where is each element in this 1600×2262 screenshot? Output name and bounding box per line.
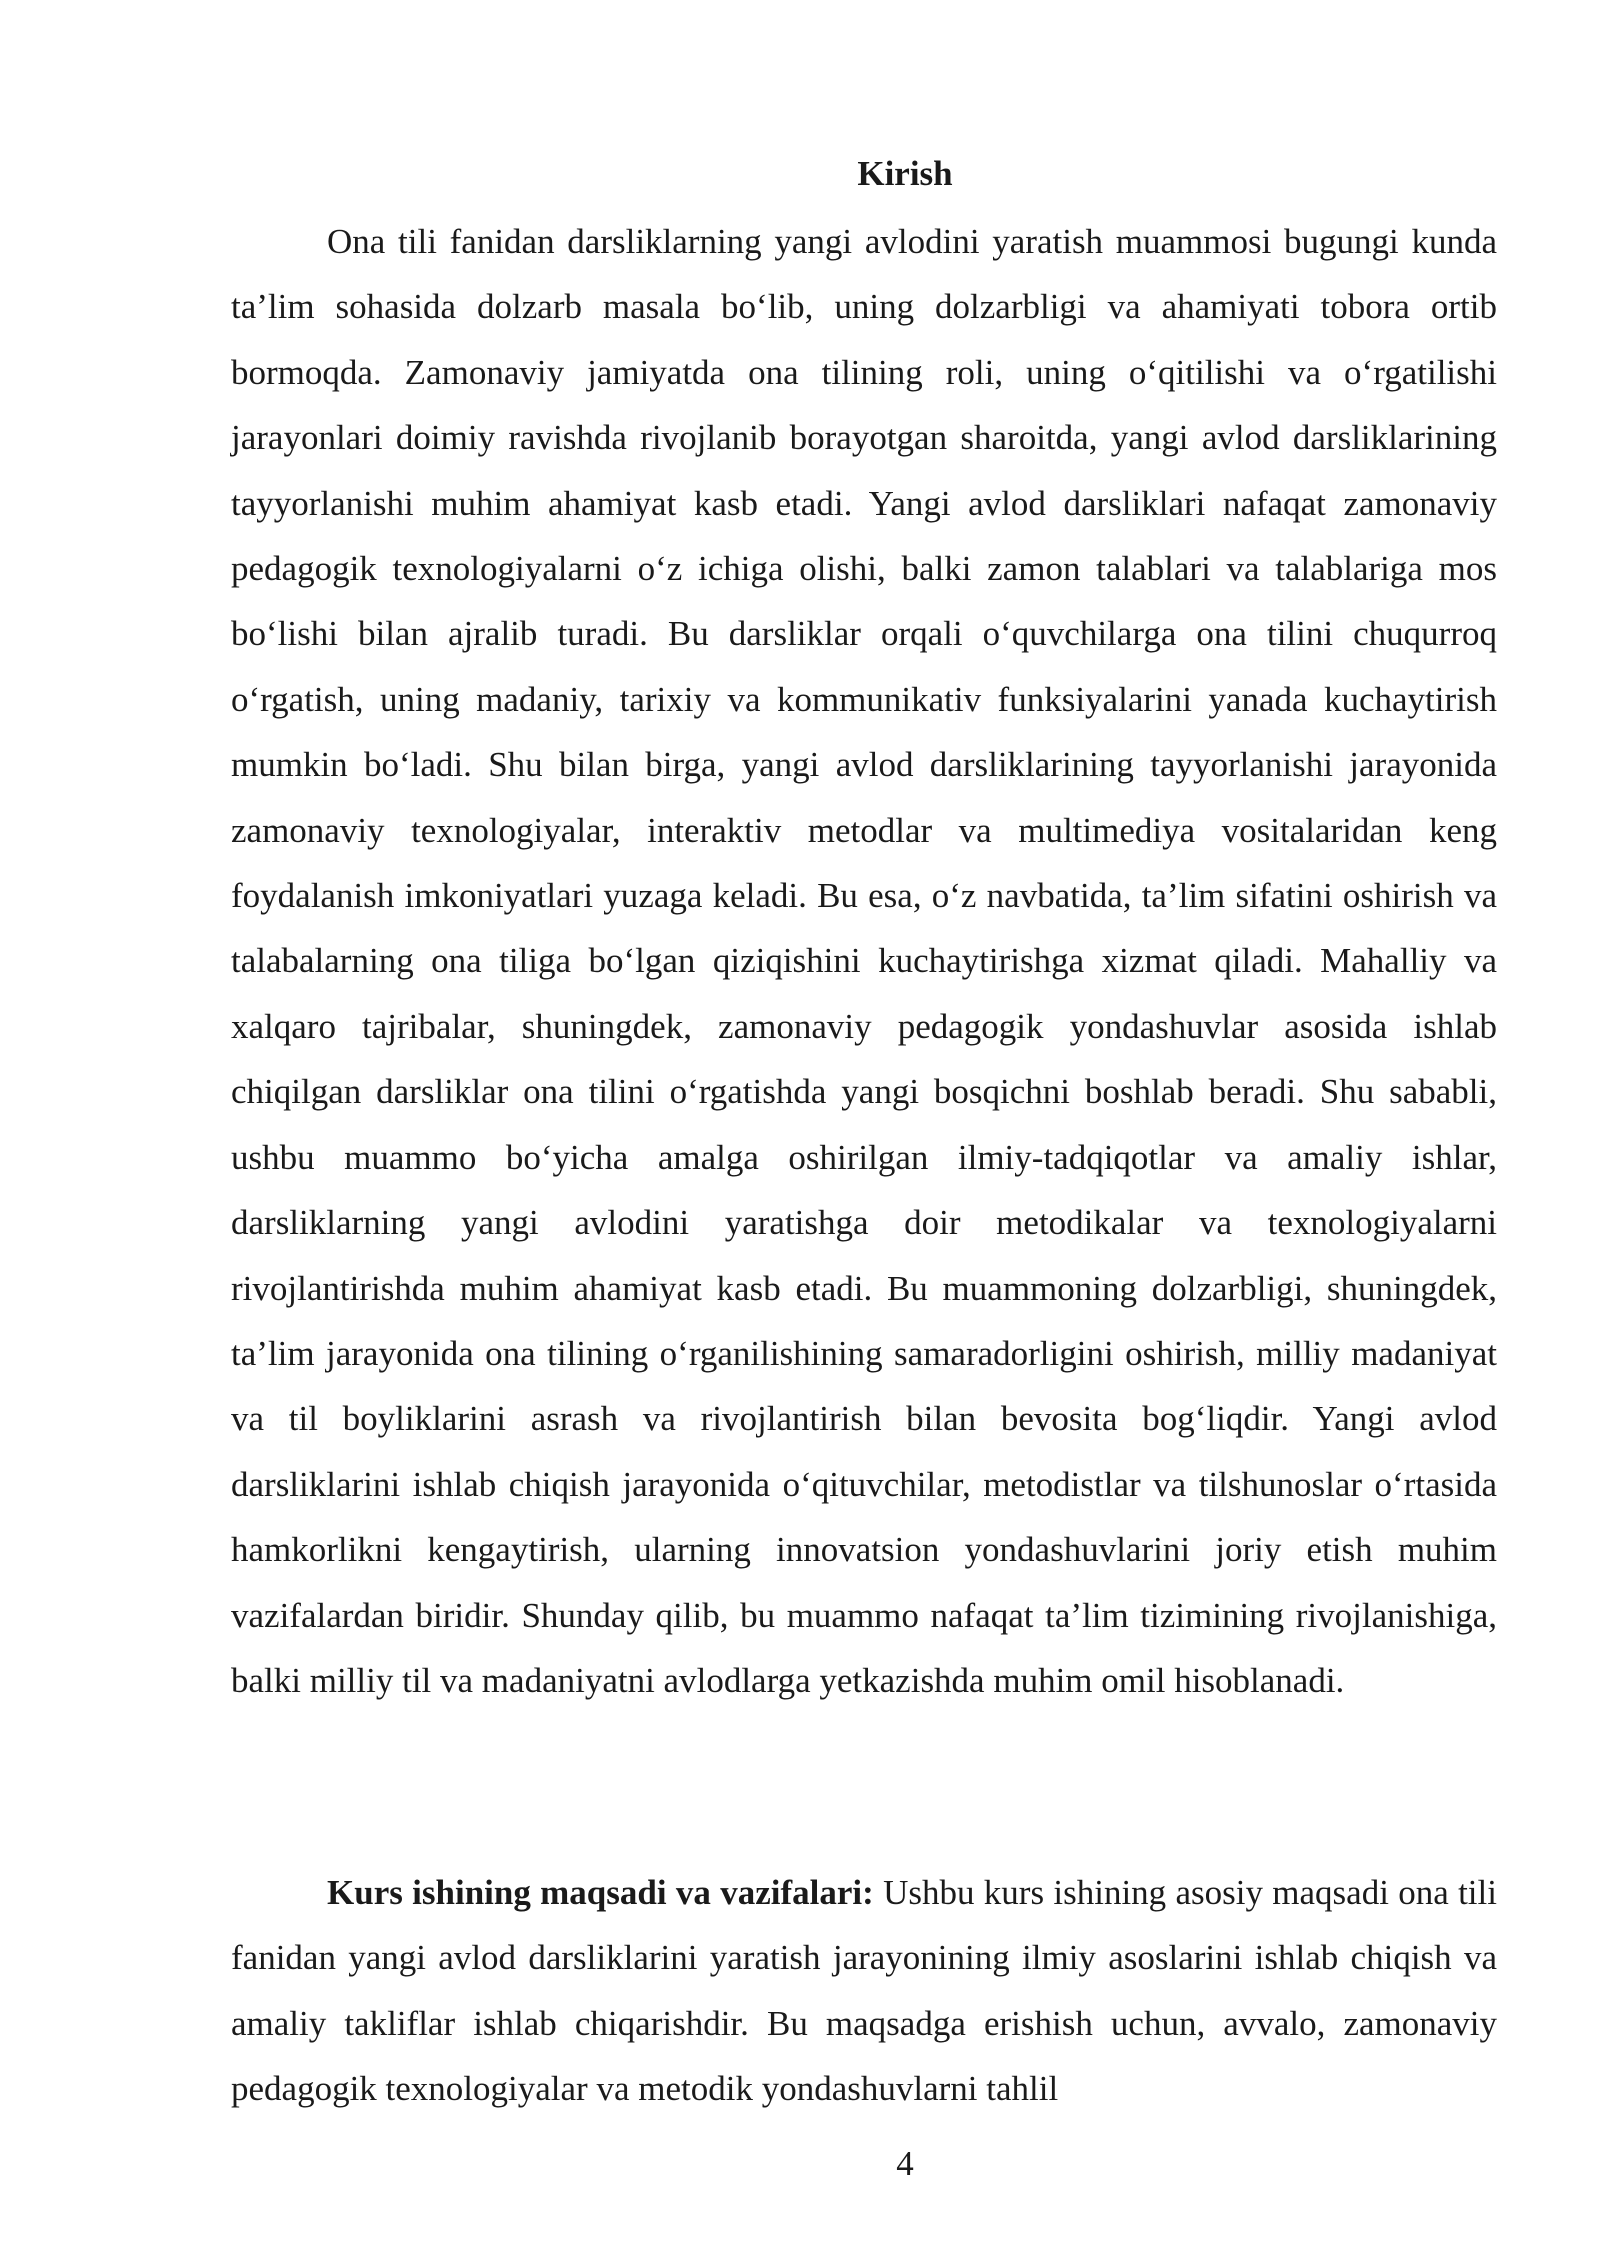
section-heading: Kirish xyxy=(857,154,953,193)
intro-paragraph: Ona tili fanidan darsliklarning yangi avlodini yaratish muammosi bugungi kunda ta’lim sohasida dolzarb masala bo‘lib, uning dolzarbligi va ahamiyati tobora ortib bormoqda. Zamonaviy jamiyatda ona tilining roli, uning o‘qitilishi va o‘rgatilishi jarayonlari doimiy ravishda rivojlanib borayotgan sharoitda, yangi avlod darsliklarining tayyorlanishi muhim ahamiyat kasb etadi. Yangi avlod darsliklari nafaqat zamonaviy pedagogik texnologiyalarni o‘z ichiga olishi, balki zamon talablari va talablariga mos bo‘lishi bilan ajralib turadi. Bu darsliklar orqali o‘quvchilarga ona tilini chuqurroq o‘rgatish, uning madaniy, tarixiy va kommunikativ funksiyalarini yanada kuchaytirish mumkin bo‘ladi. Shu bilan birga, yangi avlod darsliklarining tayyorlanishi jarayonida zamonaviy texnologiyalar, interaktiv metodlar va multimediya vositalaridan keng foydalanish imkoniyatlari yuzaga keladi. Bu esa, o‘z navbatida, ta’lim sifatini oshirish va talabalarning ona tiliga bo‘lgan qiziqishini kuchaytirishga xizmat qiladi. Mahalliy va xalqaro tajribalar, shuningdek, zamonaviy pedagogik yondashuvlar asosida ishlab chiqilgan darsliklar ona tilini o‘rgatishda yangi bosqichni boshlab beradi. Shu sababli, ushbu muammo bo‘yicha amalga oshirilgan ilmiy-tadqiqotlar va amaliy ishlar, darsliklarning yangi avlodini yaratishga doir metodikalar va texnologiyalarni rivojlantirishda muhim ahamiyat kasb etadi. Bu muammoning dolzarbligi, shuningdek, ta’lim jarayonida ona tilining o‘rganilishining samaradorligini oshirish, milliy madaniyat va til boyliklarini asrash va rivojlantirish bilan bevosita bog‘liqdir. Yangi avlod darsliklarini ishlab chiqish jarayonida o‘qituvchilar, metodistlar va tilshunoslar o‘rtasida hamkorlikni kengaytirish, ularning innovatsion yondashuvlarini joriy etish muhim vazifalardan biridir. Shunday qilib, bu muammo nafaqat ta’lim tizimining rivojlanishiga, balki milliy til va madaniyatni avlodlarga yetkazishda muhim omil hisoblanadi. xyxy=(231,222,1497,1700)
goals-paragraph-body: Ushbu kurs ishining asosiy maqsadi ona tili fanidan yangi avlod darsliklarini yaratish jarayonining ilmiy asoslarini ishlab chiqish va amaliy takliflar ishlab chiqarishdir. Bu maqsadga erishish uchun, avvalo, zamonaviy pedagogik texnologiyalar va metodik yondashuvlarni tahlil xyxy=(231,1873,1497,2109)
goals-paragraph-lead: Kurs ishining maqsadi va vazifalari: xyxy=(327,1873,874,1912)
page-number: 4 xyxy=(896,2144,914,2183)
goals-paragraph xyxy=(231,1860,1497,2122)
